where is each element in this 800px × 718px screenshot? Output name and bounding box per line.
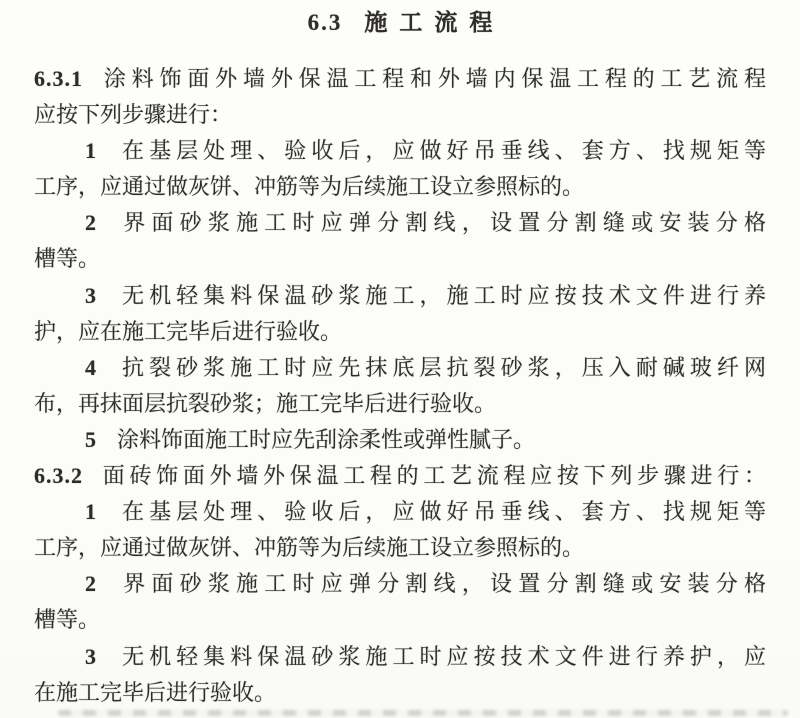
item-2-line-1 bbox=[34, 205, 766, 241]
line-text: 无机轻集料保温砂浆施工，施工时应按技术文件进行养 bbox=[117, 282, 766, 308]
item-3-line-2 bbox=[34, 314, 766, 350]
line-text: 工序，应通过做灰饼、冲筋等为后续施工设立参照标的。 bbox=[34, 535, 585, 561]
line-text: 应按下列步骤进行： bbox=[34, 102, 233, 128]
line-text: 在施工完毕后进行验收。 bbox=[34, 679, 277, 705]
item-2-line-2 bbox=[34, 602, 766, 638]
item-1-line-1 bbox=[34, 133, 766, 169]
line-text: 在基层处理、验收后，应做好吊垂线、套方、找规矩等 bbox=[117, 499, 766, 525]
item-number: 2 bbox=[85, 210, 97, 236]
line-text: 涂料饰面外墙外保温工程和外墙内保温工程的工艺流程 bbox=[98, 66, 766, 91]
section-heading bbox=[0, 8, 800, 38]
item-2-line-2 bbox=[34, 241, 766, 277]
line-text: 工序，应通过做灰饼、冲筋等为后续施工设立参照标的。 bbox=[34, 174, 585, 200]
section-heading-number: 6.3 bbox=[307, 10, 343, 35]
item-number: 3 bbox=[85, 282, 97, 308]
item-3-line-1 bbox=[34, 278, 766, 314]
line-text: 布，再抹面层抗裂砂浆；施工完毕后进行验收。 bbox=[34, 390, 497, 416]
clause-6-3-1-line-2 bbox=[34, 97, 766, 133]
line-text: 无机轻集料保温砂浆施工时应按技术文件进行养护，应 bbox=[117, 643, 766, 669]
next-line-cutoff-artifact bbox=[58, 710, 788, 716]
item-number: 1 bbox=[85, 138, 97, 164]
line-text: 涂料饰面施工时应先刮涂柔性或弹性腻子。 bbox=[117, 426, 536, 452]
clause-6-3-2-line-1 bbox=[34, 458, 766, 494]
clause-number: 6.3.2 bbox=[34, 463, 83, 489]
line-text: 界面砂浆施工时应弹分割线，设置分割缝或安装分格 bbox=[117, 571, 766, 597]
item-number: 1 bbox=[85, 499, 97, 525]
line-text: 槽等。 bbox=[34, 607, 101, 633]
line-text: 槽等。 bbox=[34, 246, 101, 272]
section-heading-title: 施工流程 bbox=[364, 10, 505, 35]
item-number: 5 bbox=[85, 426, 97, 452]
clause-6-3-1-line-1 bbox=[34, 61, 766, 97]
item-number: 2 bbox=[85, 571, 97, 597]
item-1-line-2 bbox=[34, 530, 766, 566]
item-number: 3 bbox=[85, 643, 97, 669]
item-4-line-2 bbox=[34, 386, 766, 422]
item-3-line-1 bbox=[34, 639, 766, 675]
item-5-line-1 bbox=[34, 422, 766, 458]
clause-number: 6.3.1 bbox=[34, 66, 83, 91]
line-text: 面砖饰面外墙外保温工程的工艺流程应按下列步骤进行： bbox=[98, 463, 766, 489]
line-text: 抗裂砂浆施工时应先抹底层抗裂砂浆，压入耐碱玻纤网 bbox=[117, 354, 766, 380]
line-text: 在基层处理、验收后，应做好吊垂线、套方、找规矩等 bbox=[117, 138, 766, 164]
line-text: 护，应在施工完毕后进行验收。 bbox=[34, 318, 343, 344]
line-text: 界面砂浆施工时应弹分割线，设置分割缝或安装分格 bbox=[117, 210, 766, 236]
item-1-line-1 bbox=[34, 494, 766, 530]
item-1-line-2 bbox=[34, 169, 766, 205]
document-body bbox=[34, 61, 766, 711]
item-2-line-1 bbox=[34, 566, 766, 602]
item-number: 4 bbox=[85, 354, 97, 380]
item-3-line-2 bbox=[34, 675, 766, 711]
item-4-line-1 bbox=[34, 350, 766, 386]
